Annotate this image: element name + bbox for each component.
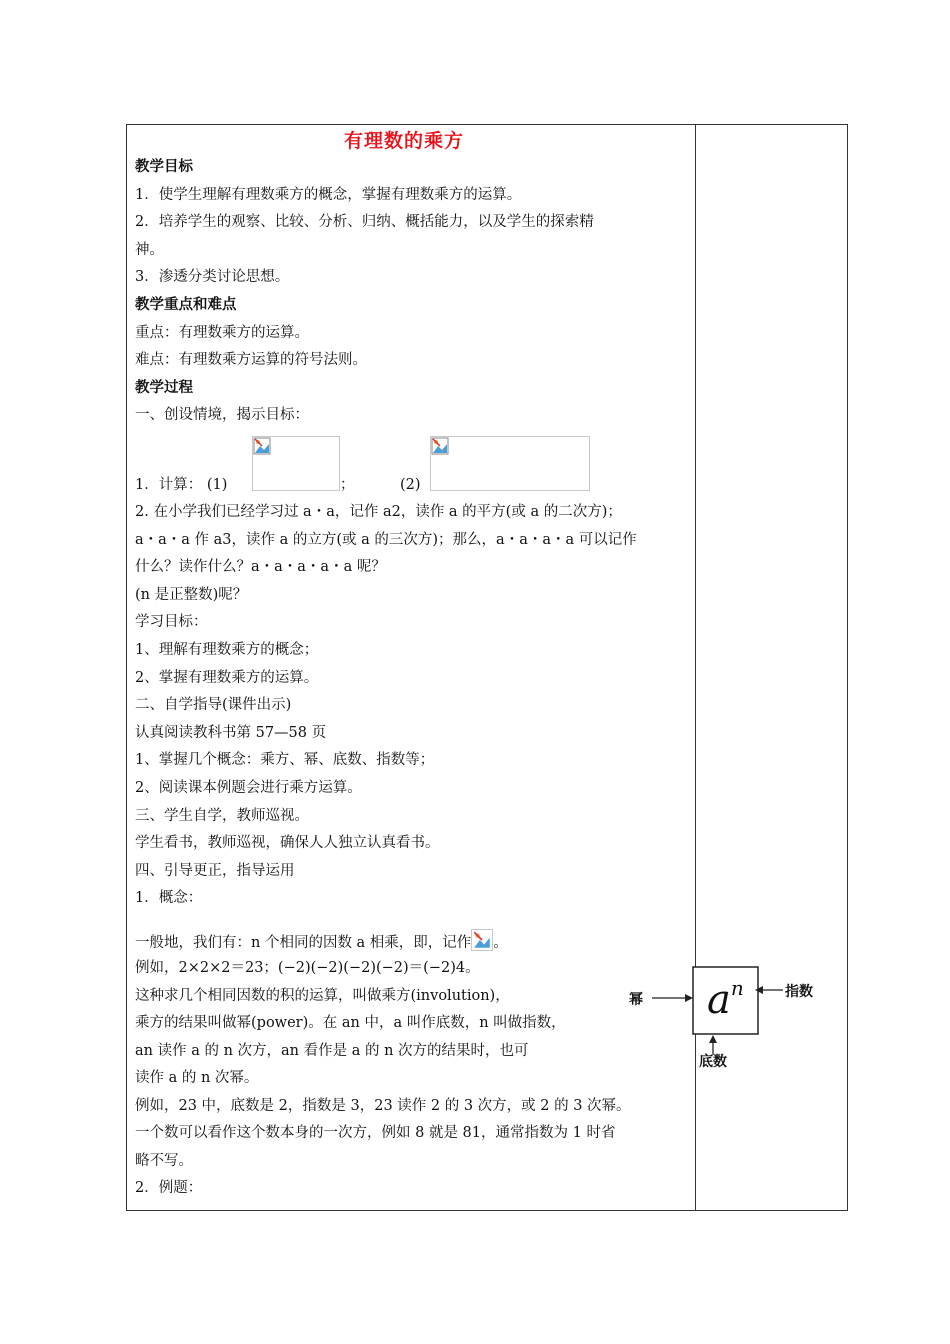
text-line: 一个数可以看作这个数本身的一次方，例如 8 就是 81，通常指数为 1 时省 xyxy=(135,1125,616,1141)
text-line: 略不写。 xyxy=(135,1152,193,1169)
text-line: 什么？读作什么？a・a・a・a・a 呢？ xyxy=(135,559,386,576)
text-line: 1、掌握几个概念：乘方、幂、底数、指数等； xyxy=(135,752,435,769)
text-line: 学习目标： xyxy=(135,614,208,631)
label-power: 幂 xyxy=(629,992,643,1008)
text-line: an 读作 a 的 n 次方，an 看作是 a 的 n 次方的结果时，也可 xyxy=(135,1042,529,1059)
text-line: 学生看书，教师巡视，确保人人独立认真看书。 xyxy=(135,835,440,852)
concept-text: 一般地，我们有：n 个相同的因数 a 相乘，即，记作 xyxy=(135,935,472,951)
broken-image-icon xyxy=(472,930,492,950)
page-title: 有理数的乘方 xyxy=(344,130,465,152)
text-line: 例如，23 中，底数是 2，指数是 3，23 读作 2 的 3 次方，或 2 的 3 次幂。 xyxy=(135,1097,631,1114)
calc-separator: ； xyxy=(340,477,355,493)
formula-image-1 xyxy=(252,436,340,491)
text-line: 三、学生自学，教师巡视。 xyxy=(135,807,309,824)
formula-image-3 xyxy=(471,929,493,951)
text-line: 重点：有理数乘方的运算。 xyxy=(135,324,309,341)
text-line: 例如，2×2×2＝23；(−2)(−2)(−2)(−2)＝(−2)4。 xyxy=(135,960,480,976)
formula-image-2 xyxy=(430,436,590,491)
text-line: 2．例题： xyxy=(135,1180,203,1196)
text-line: 难点：有理数乘方运算的符号法则。 xyxy=(135,352,367,369)
label-exponent: 指数 xyxy=(785,984,813,1000)
text-line: 2、掌握有理数乘方的运算。 xyxy=(135,669,319,686)
text-line: 认真阅读教科书第 57—58 页 xyxy=(135,724,327,741)
text-line: 1．使学生理解有理数乘方的概念，掌握有理数乘方的运算。 xyxy=(135,186,522,203)
text-line: 读作 a 的 n 次幂。 xyxy=(135,1070,259,1086)
text-line: a・a・a 作 a3，读作 a 的立方(或 a 的三次方)；那么，a・a・a・a 可以记作 xyxy=(135,531,637,548)
calc-second: (2) xyxy=(400,477,421,493)
text-line: 神。 xyxy=(135,241,164,258)
text-line: 一、创设情境，揭示目标： xyxy=(135,407,309,424)
diagram-exponent: n xyxy=(730,975,744,1000)
text-line: (n 是正整数)呢？ xyxy=(135,586,248,603)
text-line: 2、阅读课本例题会进行乘方运算。 xyxy=(135,780,362,796)
text-line: 四、引导更正，指导运用 xyxy=(135,862,295,879)
concept-end: 。 xyxy=(493,935,508,951)
text-line: 教学过程 xyxy=(135,379,193,396)
broken-image-icon xyxy=(253,437,271,455)
diagram-base: a xyxy=(707,977,731,1023)
text-line: 教学重点和难点 xyxy=(135,297,237,313)
text-line: 二、自学指导(课件出示) xyxy=(135,697,292,714)
concept-line xyxy=(135,929,508,953)
text-line: 1．概念： xyxy=(135,890,203,907)
text-line: 1、理解有理数乘方的概念； xyxy=(135,642,319,658)
text-line: 这种求几个相同因数的积的运算，叫做乘方(involution)， xyxy=(135,987,510,1004)
text-line: 2. 在小学我们已经学习过 a・a，记作 a2，读作 a 的平方(或 a 的二次方)； xyxy=(135,504,622,520)
calc-prefix: 1．计算： (1) xyxy=(135,477,228,493)
text-line: 2．培养学生的观察、比较、分析、归纳、概括能力，以及学生的探索精 xyxy=(135,214,594,231)
text-line: 3．渗透分类讨论思想。 xyxy=(135,269,290,286)
calc-line xyxy=(135,475,227,495)
broken-image-icon xyxy=(431,437,449,455)
label-base: 底数 xyxy=(699,1054,727,1070)
power-diagram xyxy=(625,955,825,1075)
text-line: 教学目标 xyxy=(135,159,193,175)
text-line: 乘方的结果叫做幂(power)。在 an 中，a 叫作底数，n 叫做指数， xyxy=(135,1015,566,1031)
